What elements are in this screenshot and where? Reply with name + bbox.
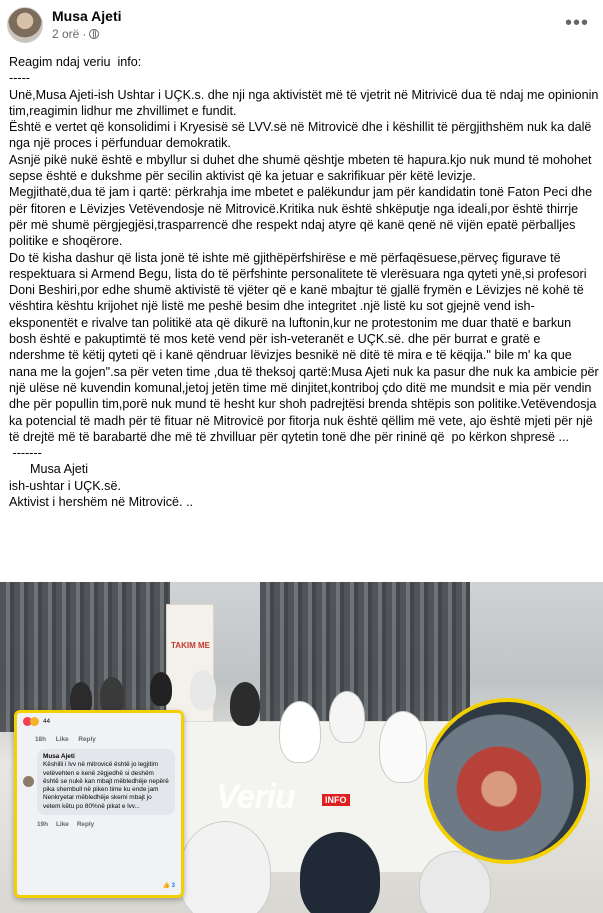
- more-options-icon[interactable]: •••: [564, 12, 589, 34]
- comment-actions: [35, 736, 175, 743]
- person: [150, 672, 172, 706]
- post-paragraph: Do të kisha dashur që lista jonë të ishte më gjithëpërfshirëse e më përfaqësuese,përveç figurave të respektuara si Armend Begu, lista do të përfshinte personalitete të vlerësuara nga qyteti ynë,si profesori Doni Beshiri,por edhe shumë aktivistë të vjëter që e kanë mbajtur të gjallë frymën e Lëvizjes në kohë të vështira kështu krijohet një listë me peshë besim dhe integritet .një listë ku sot gjejnë vend ish-eksponentët e rivalve tan politikë ata që dikurë na luftonin,kur ne protestonim me duar thatë e barkun bosh është e pakuptimtë të mos ketë vend për ish-veteranët e UÇK.së. dhe për burrat e gratë e ndershme të këtij qyteti që i kanë qëndruar lëvizjes besnikë në ditë të mira e të këqija." bile m' ka que nana me la gojen".sa për veten time ,dua të theksoj qartë:Musa Ajeti nuk ka pasur dhe nuk ka ambicie për një ulëse në kuvendin komunal,jetoj jetën time më dinjitet,kontriboj çdo ditë me mundsit e mia për vendin dhe për popullin tim,porë nuk mund të hesht kur shoh padrejtësi brenda shtëpis son politike.Vetëvendosja ka potencial të madh për të fituar në Mitrovicë por fitorja nuk është qëllim më vete, ajo është mjeti për një të drejtë më të barabartë dhe më të zhvilluar për qytetin tonë dhe për rininë që po kërkon shpresë ...: [9, 250, 603, 444]
- person: [180, 822, 270, 913]
- comment-like: Like: [55, 736, 69, 743]
- circle-inset-photo: [424, 698, 590, 864]
- post-paragraph: Musa Ajeti: [9, 462, 89, 477]
- comment-bubble: [37, 749, 175, 815]
- commenter-avatar: [23, 776, 34, 787]
- comment-screenshot: [14, 710, 184, 898]
- post-meta: [52, 27, 99, 41]
- reaction-count: 44: [43, 718, 51, 725]
- author-avatar[interactable]: [7, 7, 43, 43]
- person: [190, 670, 216, 710]
- post-paragraph: Është e vertet që konsolidimi i Kryesisë së LVV.së në Mitrovicë dhe i këshillit të përgjithshëm nuk ka dalë nga një proces i përfunduar demokratik.: [9, 120, 595, 151]
- post-paragraph: -----: [9, 71, 30, 86]
- comment-text: Këshilli i lvv në mitrovicë është jo legjitim vetëvehten e kenë zëgjedhë si deshëm është se nukë kan mbajt mëbledhëje nepërë pika shembull në piken time ku ende jam Nenkryetar mëbledhëje skemi mbajt jo vetem këtu po 80%në pikat e lvv...: [43, 761, 169, 810]
- post-paragraph: Asnjë pikë nukë është e mbyllur si duhet dhe shumë qështje mbeten të hapura.kjo nuk mund të mohohet sepse është e dukshme për secilin aktivist që ka jetuar e sakrifikuar për këtë levizje.: [9, 152, 595, 184]
- comment-time: 18h: [35, 736, 47, 743]
- haha-reaction-icon: [30, 717, 39, 726]
- person: [230, 682, 260, 726]
- person: [420, 852, 490, 913]
- comment-footer: [37, 821, 175, 828]
- post-paragraph: -------: [9, 446, 42, 461]
- comment-reply-2: Reply: [76, 821, 95, 829]
- separator-dot: ·: [82, 27, 87, 41]
- banner-text: TAKIM ME: [171, 641, 210, 650]
- person: [300, 832, 380, 913]
- watermark-text: Veriu: [216, 778, 295, 816]
- comment-time-2: 19h: [37, 821, 49, 829]
- post-header: [0, 0, 603, 48]
- post-paragraph: Megjithatë,dua të jam i qartë: përkrahja ime mbetet e palëkundur jam për kandidatin tonë Faton Peci dhe për fitoren e Lëvizjes Vetëvendosje në Mitrovicë.Kritika nuk është shkëputje nga ideali,por është thirrje për më shumë përgjegjësi,trasparrencë dhe respekt ndaj atyre që kanë qenë në vijën epatë përballjes politike e shoqërore.: [9, 185, 596, 249]
- post-body: [9, 54, 603, 510]
- post-paragraph: ish-ushtar i UÇK.së.: [9, 478, 121, 493]
- post-paragraph: Unë,Musa Ajeti-ish Ushtar i UÇK.s. dhe nji nga aktivistët më të vjetrit në Mitrivicë dua të ndaj me opinionin tim,reagimin lidhur me zhvillimet e fundit.: [9, 87, 602, 118]
- post-photo[interactable]: [0, 582, 603, 913]
- person: [330, 692, 364, 742]
- post-paragraph: Reagim ndaj veriu info:: [9, 55, 142, 69]
- post-time[interactable]: 2 orë: [52, 27, 80, 41]
- author-name[interactable]: Musa Ajeti: [52, 8, 122, 24]
- watermark-logo: [216, 778, 295, 817]
- watermark-badge: INFO: [322, 794, 350, 806]
- person: [280, 702, 320, 762]
- like-count-badge: 👍 3: [162, 883, 175, 889]
- post-paragraph: Aktivist i hershëm në Mitrovicë. ..: [9, 495, 194, 510]
- person: [380, 712, 426, 782]
- comment-like-2: Like: [56, 821, 69, 829]
- comment-reply: Reply: [78, 736, 96, 743]
- reaction-row: [23, 717, 175, 726]
- globe-icon: [89, 29, 99, 39]
- comment-author: Musa Ajeti: [43, 753, 75, 760]
- like-count: 3: [171, 883, 175, 889]
